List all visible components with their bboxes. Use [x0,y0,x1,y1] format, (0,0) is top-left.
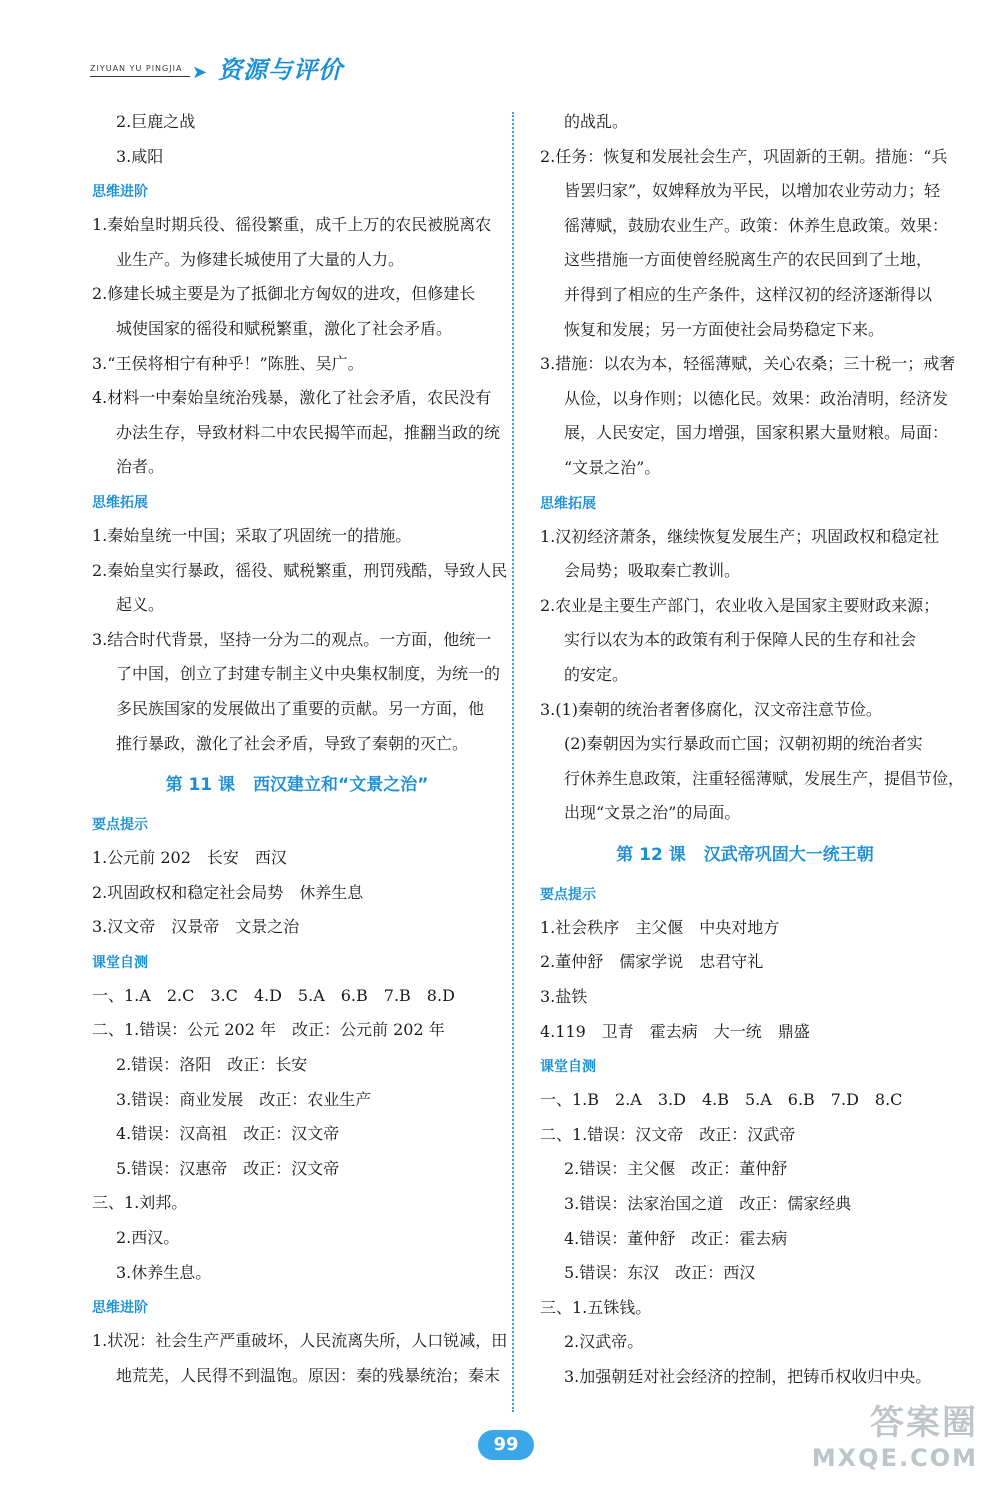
right-column [540,105,965,1395]
left-column [92,105,508,1393]
lesson-title [92,765,502,805]
answer-line: 2.农业是主要生产部门，农业收入是国家主要财政来源； [540,595,940,615]
answer-line: 1.社会秩序 主父偃 中央对地方 [540,917,780,937]
lesson-number: 第 12 课 [616,844,686,865]
answer-line: 一、1.A 2.C 3.C 4.D 5.A 6.B 7.B 8.D [92,985,455,1005]
answer-line: 4.错误：汉高祖 改正：汉文帝 [116,1124,340,1144]
answer-line: 4.119 卫青 霍去病 大一统 鼎盛 [540,1021,810,1041]
answer-line: 恢复和发展；另一方面使社会局势稳定下来。 [564,319,885,339]
answer-line: 1.汉初经济萧条，继续恢复发展生产；巩固政权和稳定社 [540,526,940,546]
answer-line: 的安定。 [564,664,629,684]
header-logo [90,48,350,84]
page-number: 99 [478,1430,534,1460]
column-divider [512,112,514,1412]
answer-line: 3.措施：以农为本，轻徭薄赋，关心农桑；三十税一；戒奢 [540,354,956,374]
section-heading: 思维拓展 [540,495,596,512]
answer-line: 徭薄赋，鼓励农业生产。政策：休养生息政策。效果： [564,215,949,235]
answer-line: 治者。 [116,457,165,477]
answer-line: 3.盐铁 [540,987,588,1007]
answer-line: 2.任务：恢复和发展社会生产，巩固新的王朝。措施：“兵 [540,146,948,166]
section-heading: 要点提示 [540,886,596,903]
answer-line: 2.董仲舒 儒家学说 忠君守礼 [540,952,764,972]
answer-line: 1.公元前 202 长安 西汉 [92,848,287,868]
answer-line: 三、1.五铢钱。 [540,1297,652,1317]
answer-line: 皆罢归家”，奴婢释放为平民，以增加农业劳动力；轻 [564,181,941,201]
answer-line: 这些措施一方面使曾经脱离生产的农民回到了土地， [564,250,933,270]
section-heading: 思维进阶 [92,1300,148,1317]
lesson-name: 西汉建立和“文景之治” [253,775,429,796]
answer-line: 从俭，以身作则；以德化民。效果：政治清明，经济发 [564,388,949,408]
answer-line: 会局势；吸取秦亡教训。 [564,561,741,581]
watermark-url: MXQE.COM [811,1444,978,1472]
answer-line: 3.结合时代背景，坚持一分为二的观点。一方面，他统一 [92,629,492,649]
answer-line: 2.错误：洛阳 改正：长安 [116,1055,308,1075]
answer-line: 3.加强朝廷对社会经济的控制，把铸币权收归中央。 [564,1367,932,1386]
answer-line: 4.错误：董仲舒 改正：霍去病 [564,1228,788,1248]
answer-line: 2.秦始皇实行暴政，徭役、赋税繁重，刑罚残酷，导致人民 [92,560,508,580]
answer-line: 1.秦始皇统一中国；采取了巩固统一的措施。 [92,525,412,545]
answer-line: 业生产。为修建长城使用了大量的人力。 [116,249,405,269]
answer-line: (2)秦朝因为实行暴政而亡国；汉朝初期的统治者实 [564,734,923,754]
watermark [812,1395,978,1472]
arrow-icon: ➤ [192,62,208,83]
watermark-logo: 答案圈 [870,1403,978,1443]
section-heading: 课堂自测 [540,1059,596,1076]
answer-line: 1.状况：社会生产严重破坏，人民流离失所，人口锐减，田 [92,1331,508,1351]
answer-line: 实行以农为本的政策有利于保障人民的生存和社会 [564,630,917,650]
answer-line: 2.修建长城主要是为了抵御北方匈奴的进攻，但修建长 [92,284,476,304]
answer-line: 地荒芜，人民得不到温饱。原因：秦的残暴统治；秦末 [116,1365,501,1385]
answer-line: 的战乱。 [564,112,629,131]
answer-line: 2.西汉。 [116,1228,180,1248]
section-heading: 思维拓展 [92,494,148,511]
lesson-name: 汉武帝巩固大一统王朝 [703,844,874,865]
answer-line: 3.错误：法家治国之道 改正：儒家经典 [564,1194,852,1214]
header-latin: ZIYUAN YU PINGJIA [90,64,183,73]
lesson-title [540,835,950,875]
answer-line: 二、1.错误：公元 202 年 改正：公元前 202 年 [92,1020,445,1040]
answer-line: 三、1.刘邦。 [92,1193,188,1213]
answer-line: 出现“文景之治”的局面。 [564,803,741,823]
section-heading: 要点提示 [92,817,148,834]
answer-line: 办法生存，导致材料二中农民揭竿而起，推翻当政的统 [116,422,501,442]
answer-line: 2.错误：主父偃 改正：董仲舒 [564,1159,788,1179]
answer-line: 二、1.错误：汉文帝 改正：汉武帝 [540,1124,796,1144]
answer-line: 2.巨鹿之战 [116,112,196,131]
answer-line: 3.“王侯将相宁有种乎！”陈胜、吴广。 [92,353,364,373]
answer-line: 展，人民安定，国力增强，国家积累大量财粮。局面： [564,423,949,443]
answer-line: 多民族国家的发展做出了重要的贡献。另一方面，他 [116,698,485,718]
answer-line: 并得到了相应的生产条件，这样汉初的经济逐渐得以 [564,284,933,304]
answer-line: 行休养生息政策，注重轻徭薄赋，发展生产，提倡节俭， [564,768,965,788]
section-heading: 课堂自测 [92,954,148,971]
answer-line: 3.休养生息。 [116,1262,212,1282]
answer-line: 3.错误：商业发展 改正：农业生产 [116,1089,372,1109]
answer-line: 城使国家的徭役和赋税繁重，激化了社会矛盾。 [116,318,453,338]
answer-line: 5.错误：汉惠帝 改正：汉文帝 [116,1158,340,1178]
answer-line: 3.汉文帝 汉景帝 文景之治 [92,917,300,937]
answer-line: 1.秦始皇时期兵役、徭役繁重，成千上万的农民被脱离农 [92,215,492,235]
answer-line: 3.咸阳 [116,146,164,166]
header-line [90,76,190,77]
answer-line: 3.(1)秦朝的统治者奢侈腐化，汉文帝注意节俭。 [540,699,882,719]
answer-line: 2.巩固政权和稳定社会局势 休养生息 [92,882,364,902]
answer-line: 5.错误：东汉 改正：西汉 [564,1263,756,1283]
answer-line: “文景之治”。 [564,457,661,477]
answer-line: 了中国，创立了封建专制主义中央集权制度，为统一的 [116,664,501,684]
header-title: 资源与评价 [218,56,343,84]
lesson-number: 第 11 课 [165,775,236,796]
section-heading: 思维进阶 [92,184,148,201]
answer-line: 推行暴政，激化了社会矛盾，导致了秦朝的灭亡。 [116,733,469,753]
answer-line: 一、1.B 2.A 3.D 4.B 5.A 6.B 7.D 8.C [540,1090,903,1110]
answer-line: 起义。 [116,595,165,615]
answer-line: 4.材料一中秦始皇统治残暴，激化了社会矛盾，农民没有 [92,388,492,408]
answer-line: 2.汉武帝。 [564,1332,644,1352]
